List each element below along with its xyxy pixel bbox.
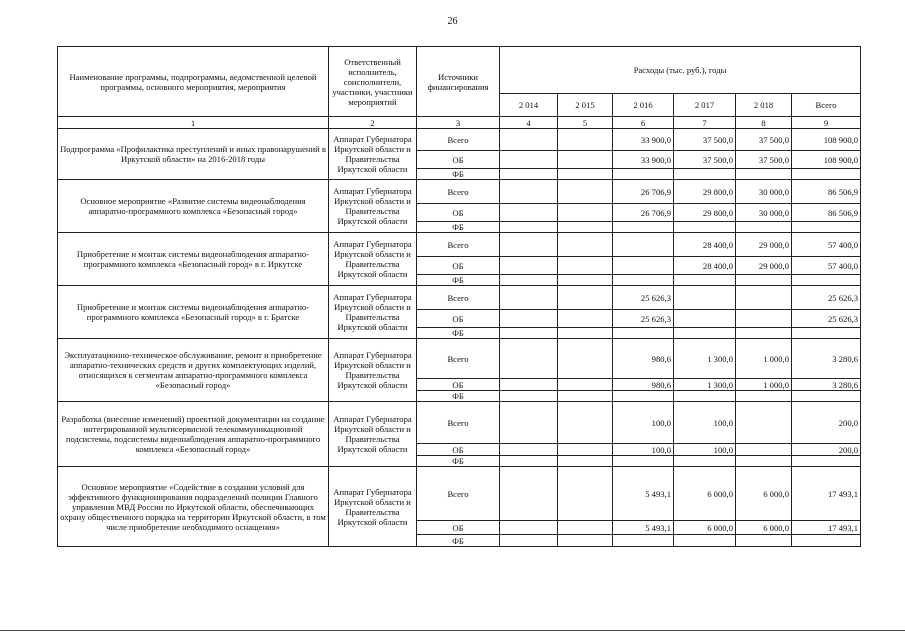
row-source: Всего [417, 339, 500, 379]
row-executor: Аппарат Губернатора Иркутской области и Правительства Иркутской области [329, 402, 417, 467]
table-row [58, 180, 861, 204]
value-cell [500, 257, 558, 275]
col-number: 3 [417, 117, 500, 129]
table-row [58, 233, 861, 257]
value-cell: 26 706,9 [613, 180, 674, 204]
value-cell: 6 000,0 [736, 467, 792, 521]
value-cell: 33 900,0 [613, 129, 674, 151]
value-cell [674, 222, 736, 233]
row-name: Основное мероприятие «Содействие в создании условий для эффективного функционирования подразделений полиции Главного управления МВД России по Иркутской области, обеспечивающих охрану общественного порядка на территории Иркутской области, в том числе приобретение необходимого оснащения» [58, 467, 329, 547]
value-cell: 17 493,1 [792, 467, 861, 521]
value-cell [500, 286, 558, 310]
row-source: ОБ [417, 310, 500, 328]
value-cell [500, 129, 558, 151]
value-cell [792, 456, 861, 467]
bottom-rule [0, 630, 905, 631]
value-cell: 30 000,0 [736, 204, 792, 222]
row-source: Всего [417, 180, 500, 204]
header-year: 2 014 [500, 94, 558, 117]
value-cell: 1 300,0 [674, 339, 736, 379]
value-cell [558, 310, 613, 328]
row-source: ФБ [417, 222, 500, 233]
col-number: 5 [558, 117, 613, 129]
row-name: Основное мероприятие «Развитие системы видеонаблюдения аппаратно-программного комплекса «Безопасный город» [58, 180, 329, 233]
col-number: 9 [792, 117, 861, 129]
value-cell: 29 800,0 [674, 204, 736, 222]
value-cell [500, 204, 558, 222]
value-cell: 37 500,0 [674, 151, 736, 169]
table-row [58, 129, 861, 151]
value-cell [674, 286, 736, 310]
value-cell: 980,6 [613, 339, 674, 379]
value-cell: 6 000,0 [674, 521, 736, 535]
row-source: ОБ [417, 521, 500, 535]
table-row [58, 402, 861, 444]
value-cell [674, 310, 736, 328]
value-cell [613, 328, 674, 339]
value-cell: 200,0 [792, 444, 861, 456]
value-cell [613, 222, 674, 233]
value-cell [558, 391, 613, 402]
value-cell [558, 535, 613, 547]
value-cell [613, 456, 674, 467]
value-cell [613, 275, 674, 286]
value-cell [613, 169, 674, 180]
value-cell: 25 626,3 [613, 286, 674, 310]
table-row [58, 467, 861, 521]
value-cell: 108 900,0 [792, 129, 861, 151]
row-source: Всего [417, 286, 500, 310]
value-cell [613, 233, 674, 257]
value-cell [500, 467, 558, 521]
col-number: 4 [500, 117, 558, 129]
value-cell [500, 169, 558, 180]
value-cell [558, 328, 613, 339]
value-cell [500, 222, 558, 233]
value-cell [558, 286, 613, 310]
value-cell: 28 400,0 [674, 233, 736, 257]
row-source: ФБ [417, 456, 500, 467]
value-cell [674, 391, 736, 402]
row-source: Всего [417, 402, 500, 444]
value-cell [558, 444, 613, 456]
value-cell [558, 204, 613, 222]
value-cell [558, 151, 613, 169]
value-cell [500, 339, 558, 379]
row-source: ОБ [417, 257, 500, 275]
row-source: Всего [417, 467, 500, 521]
value-cell [558, 339, 613, 379]
value-cell [500, 180, 558, 204]
value-cell [558, 456, 613, 467]
value-cell [500, 444, 558, 456]
value-cell [558, 275, 613, 286]
row-source: ОБ [417, 379, 500, 391]
page-number: 26 [447, 16, 458, 27]
header-executor: Ответственный исполнитель, соисполнители, участники, участники мероприятий [329, 47, 417, 117]
value-cell: 37 500,0 [736, 129, 792, 151]
value-cell [674, 169, 736, 180]
value-cell [500, 275, 558, 286]
value-cell [736, 328, 792, 339]
row-name: Подпрограмма «Профилактика преступлений и иных правонарушений в Иркутской области» на 2016-2018 годы [58, 129, 329, 180]
value-cell [500, 310, 558, 328]
value-cell [500, 535, 558, 547]
value-cell: 5 493,1 [613, 521, 674, 535]
value-cell [500, 391, 558, 402]
value-cell: 25 626,3 [613, 310, 674, 328]
col-number: 8 [736, 117, 792, 129]
value-cell [736, 169, 792, 180]
row-executor: Аппарат Губернатора Иркутской области и Правительства Иркутской области [329, 286, 417, 339]
value-cell [558, 521, 613, 535]
value-cell: 1 000,0 [736, 379, 792, 391]
row-source: ФБ [417, 275, 500, 286]
value-cell [736, 222, 792, 233]
budget-table [57, 46, 861, 547]
value-cell: 26 706,9 [613, 204, 674, 222]
value-cell: 200,0 [792, 402, 861, 444]
value-cell: 5 493,1 [613, 467, 674, 521]
value-cell [500, 233, 558, 257]
value-cell [500, 379, 558, 391]
row-name: Приобретение и монтаж системы видеонаблюдения аппаратно-программного комплекса «Безопасный город» в г. Братске [58, 286, 329, 339]
value-cell [736, 310, 792, 328]
value-cell: 57 400,0 [792, 233, 861, 257]
row-source: ФБ [417, 535, 500, 547]
value-cell [500, 521, 558, 535]
value-cell: 29 000,0 [736, 257, 792, 275]
value-cell: 100,0 [674, 444, 736, 456]
value-cell: 100,0 [613, 402, 674, 444]
row-source: ФБ [417, 169, 500, 180]
row-executor: Аппарат Губернатора Иркутской области и Правительства Иркутской области [329, 180, 417, 233]
col-number: 7 [674, 117, 736, 129]
header-name: Наименование программы, подпрограммы, ведомственной целевой программы, основного мероприятия, мероприятия [58, 47, 329, 117]
value-cell: 17 493,1 [792, 521, 861, 535]
row-source: Всего [417, 233, 500, 257]
col-number: 6 [613, 117, 674, 129]
value-cell: 37 500,0 [736, 151, 792, 169]
row-name: Приобретение и монтаж системы видеонаблюдения аппаратно-программного комплекса «Безопасный город» в г. Иркутске [58, 233, 329, 286]
value-cell: 1 300,0 [674, 379, 736, 391]
value-cell [613, 535, 674, 547]
value-cell [736, 444, 792, 456]
value-cell [558, 467, 613, 521]
value-cell [558, 180, 613, 204]
value-cell [792, 391, 861, 402]
col-number: 2 [329, 117, 417, 129]
value-cell [613, 257, 674, 275]
value-cell: 29 800,0 [674, 180, 736, 204]
value-cell: 3 280,6 [792, 339, 861, 379]
value-cell: 6 000,0 [674, 467, 736, 521]
value-cell [792, 535, 861, 547]
row-source: ФБ [417, 328, 500, 339]
value-cell: 86 506,9 [792, 180, 861, 204]
header-year: 2 018 [736, 94, 792, 117]
value-cell: 86 506,9 [792, 204, 861, 222]
value-cell [674, 535, 736, 547]
value-cell [674, 275, 736, 286]
value-cell [736, 456, 792, 467]
value-cell [792, 222, 861, 233]
header-year: 2 016 [613, 94, 674, 117]
value-cell: 3 280,6 [792, 379, 861, 391]
value-cell: 100,0 [674, 402, 736, 444]
header-total: Всего [792, 94, 861, 117]
value-cell [558, 222, 613, 233]
row-source: ОБ [417, 444, 500, 456]
value-cell: 25 626,3 [792, 286, 861, 310]
value-cell [500, 402, 558, 444]
value-cell [792, 328, 861, 339]
value-cell [558, 402, 613, 444]
table-row [58, 339, 861, 379]
row-source: ОБ [417, 151, 500, 169]
row-name: Разработка (внесение изменений) проектной документации на создание интегрированной мультисервисной телекоммуникационной подсистемы, подсистемы видеонаблюдения аппаратно-программного комплекса «Безопасный город» [58, 402, 329, 467]
row-executor: Аппарат Губернатора Иркутской области и Правительства Иркутской области [329, 467, 417, 547]
value-cell [558, 233, 613, 257]
header-year: 2 015 [558, 94, 613, 117]
value-cell: 6 000,0 [736, 521, 792, 535]
row-name: Эксплуатационно-техническое обслуживание, ремонт и приобретение аппаратно-технических средств и других комплектующих изделий, относящихся к сегментам аппаратно-программного комплекса «Безопасный город» [58, 339, 329, 402]
value-cell [736, 286, 792, 310]
row-source: ФБ [417, 391, 500, 402]
value-cell: 28 400,0 [674, 257, 736, 275]
row-executor: Аппарат Губернатора Иркутской области и Правительства Иркутской области [329, 233, 417, 286]
value-cell [736, 402, 792, 444]
value-cell [500, 151, 558, 169]
value-cell: 25 626,3 [792, 310, 861, 328]
value-cell: 30 000,0 [736, 180, 792, 204]
header-expenses: Расходы (тыс. руб.), годы [500, 47, 861, 94]
col-number: 1 [58, 117, 329, 129]
value-cell [558, 169, 613, 180]
value-cell: 108 900,0 [792, 151, 861, 169]
value-cell [558, 129, 613, 151]
value-cell [792, 169, 861, 180]
header-year: 2 017 [674, 94, 736, 117]
value-cell [500, 456, 558, 467]
header-source: Источники финансирования [417, 47, 500, 117]
value-cell [736, 391, 792, 402]
row-executor: Аппарат Губернатора Иркутской области и Правительства Иркутской области [329, 129, 417, 180]
value-cell [500, 328, 558, 339]
value-cell [558, 257, 613, 275]
value-cell [792, 275, 861, 286]
table-row [58, 286, 861, 310]
value-cell: 33 900,0 [613, 151, 674, 169]
value-cell: 29 000,0 [736, 233, 792, 257]
value-cell [674, 456, 736, 467]
value-cell: 980,6 [613, 379, 674, 391]
value-cell: 1 000,0 [736, 339, 792, 379]
value-cell: 100,0 [613, 444, 674, 456]
value-cell [674, 328, 736, 339]
row-executor: Аппарат Губернатора Иркутской области и Правительства Иркутской области [329, 339, 417, 402]
value-cell [558, 379, 613, 391]
value-cell [736, 275, 792, 286]
value-cell: 57 400,0 [792, 257, 861, 275]
value-cell [613, 391, 674, 402]
value-cell: 37 500,0 [674, 129, 736, 151]
row-source: ОБ [417, 204, 500, 222]
value-cell [736, 535, 792, 547]
row-source: Всего [417, 129, 500, 151]
